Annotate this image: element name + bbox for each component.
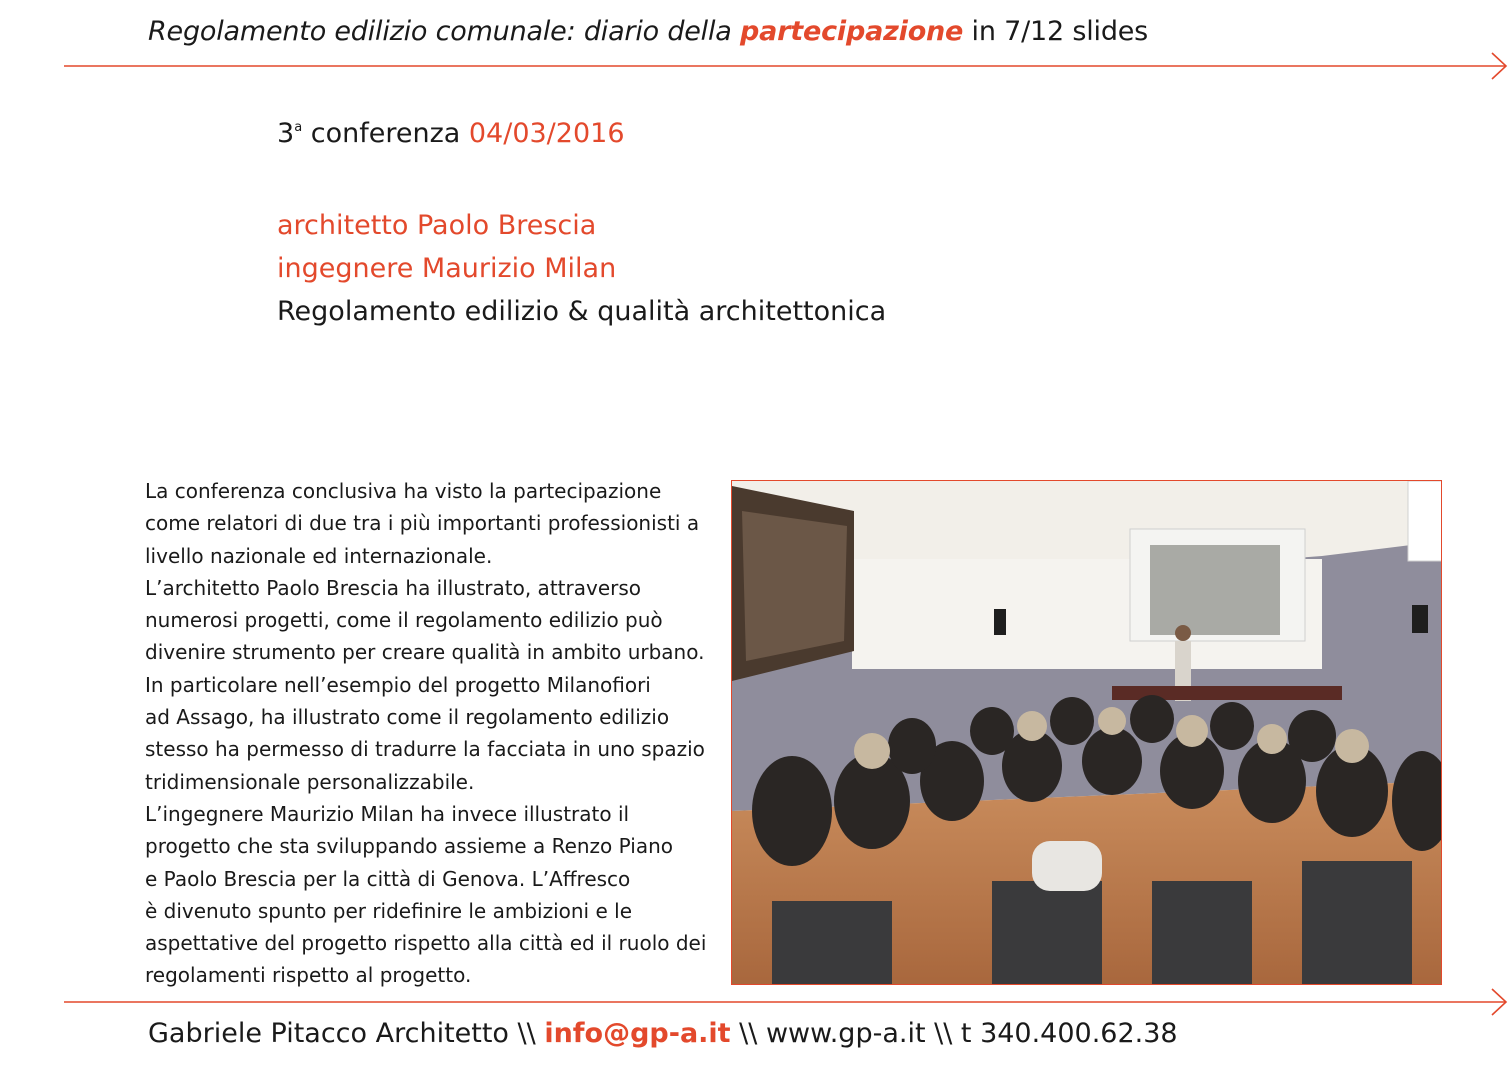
body-line: divenire strumento per creare qualità in ambito urbano. [145, 640, 705, 665]
header-title-highlight: partecipazione [740, 16, 964, 47]
body-line: In particolare nell’esempio del progetto Milanofiori [145, 672, 651, 697]
body-line: ad Assago, ha illustrato come il regolamento edilizio [145, 705, 670, 730]
body-line: aspettative del progetto rispetto alla città ed il ruolo dei [145, 931, 707, 956]
footer-email-link[interactable]: info@gp-a.it [544, 1018, 731, 1049]
header-title-prefix: Regolamento edilizio comunale: diario della [148, 16, 741, 47]
page-header-title [148, 16, 1148, 47]
footer-contacts: \\ www.gp-a.it \\ t 340.400.62.38 [730, 1018, 1178, 1049]
page-footer [148, 1018, 1178, 1049]
conference-date: 04/03/2016 [468, 118, 625, 149]
body-line: numerosi progetti, come il regolamento edilizio può [145, 608, 663, 633]
body-line: e Paolo Brescia per la città di Genova. L’Affresco [145, 866, 631, 891]
body-line: come relatori di due tra i più importanti professionisti a [145, 511, 700, 536]
body-line: L’architetto Paolo Brescia ha illustrato, attraverso [145, 575, 641, 600]
conference-topic: Regolamento edilizio & qualità architettonica [277, 296, 887, 327]
conference-heading [277, 118, 625, 149]
body-line: progetto che sta sviluppando assieme a Renzo Piano [145, 834, 673, 859]
top-arrow-divider [64, 51, 1508, 81]
bottom-arrow-divider [64, 987, 1508, 1017]
speakers-block [277, 204, 886, 333]
conference-ordinal: a [294, 120, 303, 135]
conference-room-illustration [732, 481, 1442, 985]
footer-name: Gabriele Pitacco Architetto \\ [148, 1018, 545, 1049]
conference-number: 3 [277, 118, 295, 149]
body-line: La conferenza conclusiva ha visto la partecipazione [145, 479, 662, 503]
body-line: livello nazionale ed internazionale. [145, 543, 493, 568]
body-line: L’ingegnere Maurizio Milan ha invece illustrato il [145, 801, 630, 826]
speaker-engineer: ingegnere Maurizio Milan [277, 253, 617, 284]
body-line: regolamenti rispetto al progetto. [145, 963, 472, 988]
speaker-architect: architetto Paolo Brescia [277, 210, 597, 241]
body-paragraph [145, 475, 715, 992]
conference-photo [731, 480, 1442, 985]
header-title-suffix: in 7/12 slides [963, 16, 1149, 47]
body-line: stesso ha permesso di tradurre la facciata in uno spazio [145, 737, 705, 762]
body-line: tridimensionale personalizzabile. [145, 769, 475, 794]
body-line: è divenuto spunto per ridefinire le ambizioni e le [145, 898, 632, 923]
conference-label: conferenza [302, 118, 469, 149]
